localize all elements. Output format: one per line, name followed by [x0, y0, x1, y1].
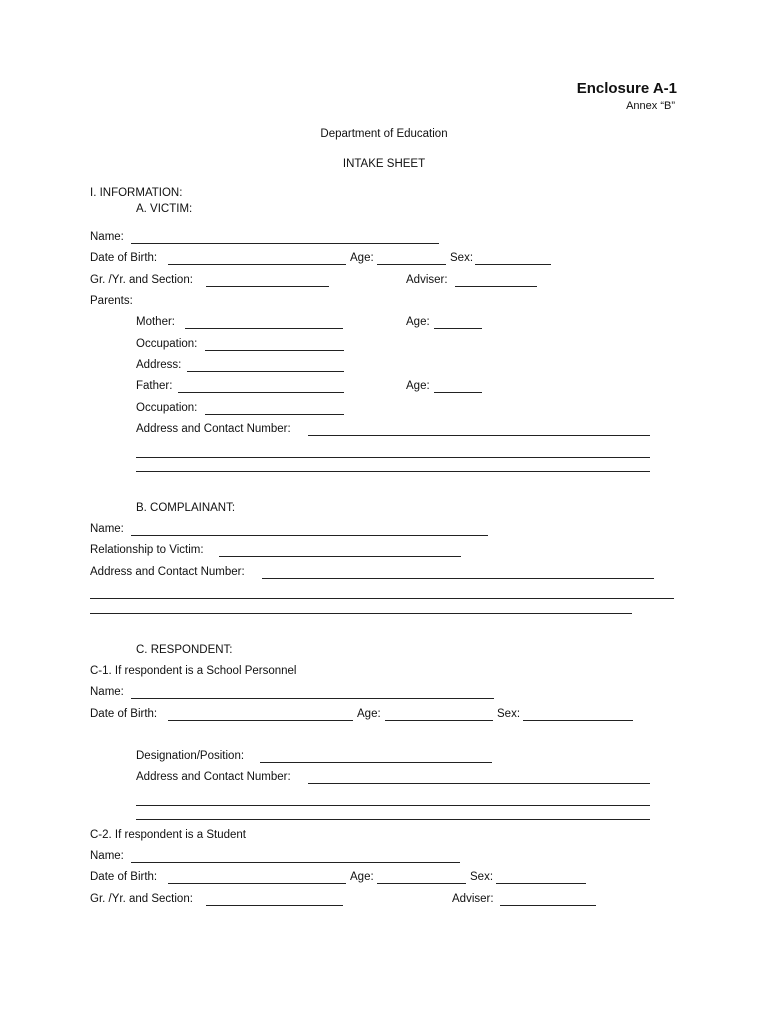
complainant-address-contact-field[interactable] — [262, 578, 654, 579]
victim-address-contact-label: Address and Contact Number: — [136, 423, 291, 435]
victim-name-field[interactable] — [131, 243, 439, 244]
c2-dob-field[interactable] — [168, 883, 346, 884]
mother-occupation-field[interactable] — [205, 350, 344, 351]
victim-heading: A. VICTIM: — [136, 203, 193, 215]
annex-label: Annex “B” — [626, 100, 675, 112]
section-information-heading: I. INFORMATION: — [90, 187, 183, 199]
c1-address-contact-line-3[interactable] — [136, 819, 650, 820]
c1-address-contact-label: Address and Contact Number: — [136, 771, 291, 783]
c1-name-field[interactable] — [131, 698, 494, 699]
c2-adviser-field[interactable] — [500, 905, 596, 906]
father-age-field[interactable] — [434, 392, 482, 393]
c1-designation-label: Designation/Position: — [136, 750, 245, 762]
parents-label: Parents: — [90, 295, 133, 307]
mother-occupation-label: Occupation: — [136, 338, 198, 350]
father-age-label: Age: — [406, 380, 430, 392]
c2-grade-label: Gr. /Yr. and Section: — [90, 893, 193, 905]
mother-label: Mother: — [136, 316, 175, 328]
victim-dob-label: Date of Birth: — [90, 252, 158, 264]
c2-name-label: Name: — [90, 850, 124, 862]
victim-grade-label: Gr. /Yr. and Section: — [90, 274, 193, 286]
c1-address-contact-line-2[interactable] — [136, 805, 650, 806]
victim-adviser-label: Adviser: — [406, 274, 448, 286]
c2-age-label: Age: — [350, 871, 374, 883]
c1-designation-field[interactable] — [260, 762, 492, 763]
victim-grade-field[interactable] — [206, 286, 329, 287]
victim-sex-field[interactable] — [475, 264, 551, 265]
c1-sex-field[interactable] — [523, 720, 633, 721]
complainant-relationship-field[interactable] — [219, 556, 461, 557]
complainant-name-field[interactable] — [131, 535, 488, 536]
father-occupation-field[interactable] — [205, 414, 344, 415]
victim-adviser-field[interactable] — [455, 286, 537, 287]
mother-age-label: Age: — [406, 316, 430, 328]
c1-name-label: Name: — [90, 686, 124, 698]
enclosure-label: Enclosure A-1 — [576, 80, 677, 97]
c1-age-label: Age: — [357, 708, 381, 720]
c2-dob-label: Date of Birth: — [90, 871, 158, 883]
victim-age-field[interactable] — [377, 264, 446, 265]
victim-age-label: Age: — [350, 252, 374, 264]
respondent-c1-heading: C-1. If respondent is a School Personnel — [90, 665, 297, 677]
victim-name-label: Name: — [90, 231, 124, 243]
victim-dob-field[interactable] — [168, 264, 346, 265]
complainant-address-contact-line-3[interactable] — [90, 613, 632, 614]
father-occupation-label: Occupation: — [136, 402, 198, 414]
c2-adviser-label: Adviser: — [452, 893, 494, 905]
victim-sex-label: Sex: — [450, 252, 474, 264]
department-title: Department of Education — [320, 128, 448, 140]
respondent-c2-heading: C-2. If respondent is a Student — [90, 829, 246, 841]
father-label: Father: — [136, 380, 173, 392]
mother-address-field[interactable] — [187, 371, 344, 372]
respondent-heading: C. RESPONDENT: — [136, 644, 233, 656]
complainant-heading: B. COMPLAINANT: — [136, 502, 236, 514]
victim-address-contact-line-2[interactable] — [136, 457, 650, 458]
mother-age-field[interactable] — [434, 328, 482, 329]
c2-grade-field[interactable] — [206, 905, 343, 906]
father-name-field[interactable] — [178, 392, 344, 393]
c1-address-contact-field[interactable] — [308, 783, 650, 784]
c1-age-field[interactable] — [385, 720, 493, 721]
c1-sex-label: Sex: — [497, 708, 521, 720]
c2-name-field[interactable] — [131, 862, 460, 863]
c1-dob-field[interactable] — [168, 720, 353, 721]
c1-dob-label: Date of Birth: — [90, 708, 158, 720]
form-title: INTAKE SHEET — [342, 158, 426, 170]
c2-age-field[interactable] — [377, 883, 466, 884]
mother-address-label: Address: — [136, 359, 182, 371]
complainant-relationship-label: Relationship to Victim: — [90, 544, 204, 556]
complainant-name-label: Name: — [90, 523, 124, 535]
complainant-address-contact-line-2[interactable] — [90, 598, 674, 599]
complainant-address-contact-label: Address and Contact Number: — [90, 566, 245, 578]
victim-address-contact-field[interactable] — [308, 435, 650, 436]
c2-sex-label: Sex: — [470, 871, 494, 883]
mother-name-field[interactable] — [185, 328, 343, 329]
c2-sex-field[interactable] — [496, 883, 586, 884]
victim-address-contact-line-3[interactable] — [136, 471, 650, 472]
